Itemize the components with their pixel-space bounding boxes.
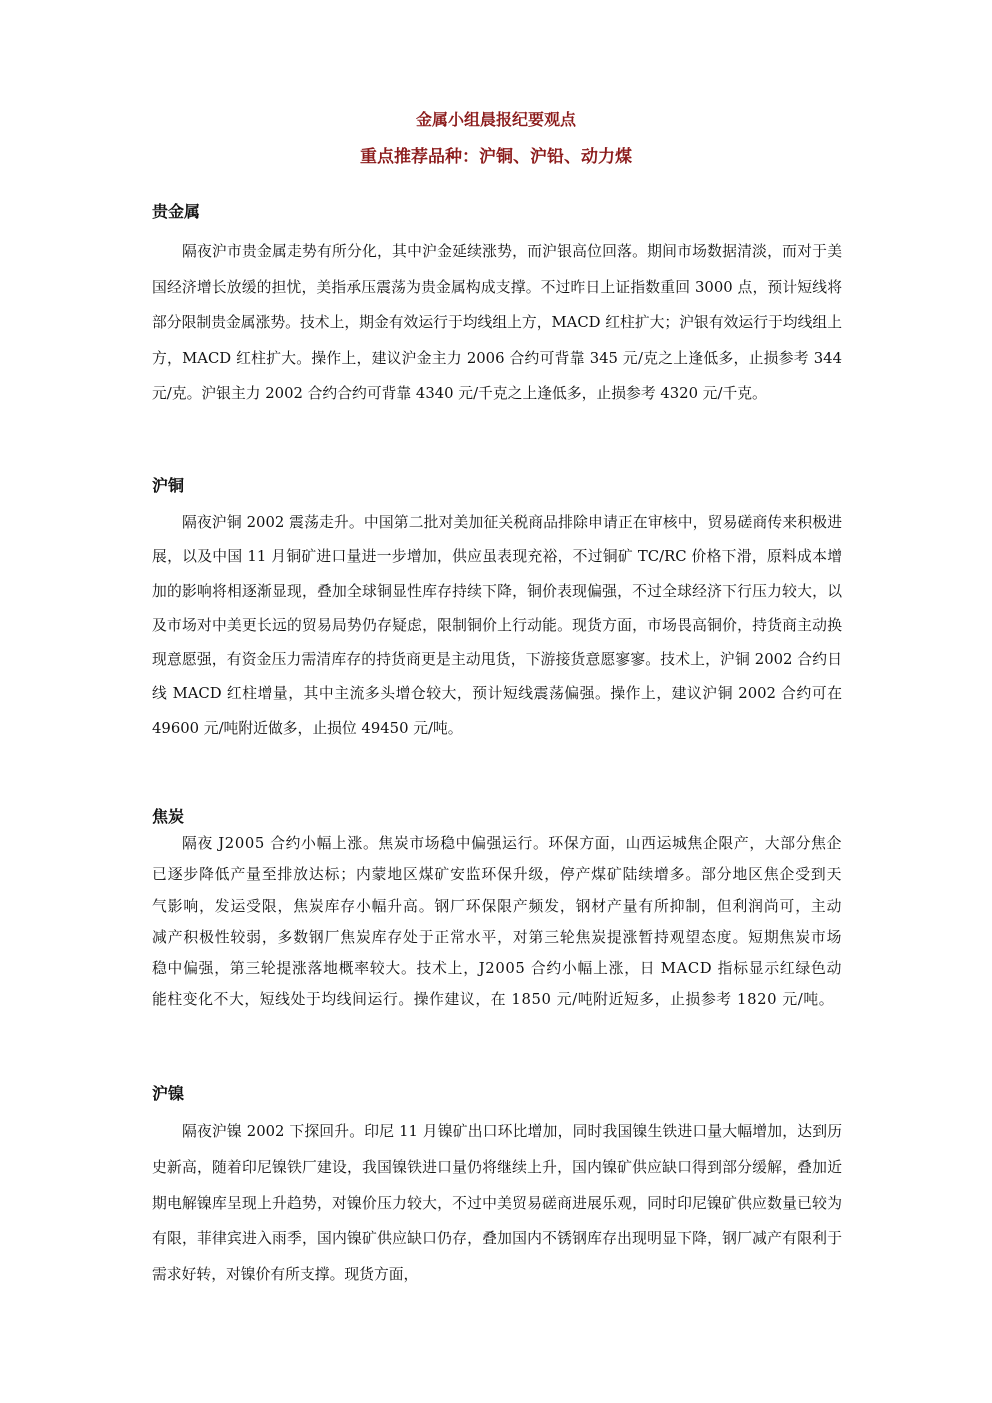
- section-heading-copper: 沪铜: [152, 476, 185, 495]
- section-heading-coke: 焦炭: [152, 807, 185, 826]
- document-title: 金属小组晨报纪要观点: [415, 110, 576, 129]
- section-body-nickel: 隔夜沪镍 2002 下探回升。印尼 11 月镍矿出口环比增加，同时我国镍生铁进口量大幅增加，达到历史新高，随着印尼镍铁厂建设，我国镍铁进口量仍将继续上升，国内镍矿供应缺口得到部分缓解，叠加近期电解镍库呈现上升趋势，对镍价压力较大，不过中美贸易磋商进展乐观，同时印尼镍矿供应数量已较为有限，菲律宾进入雨季，国内镍矿供应缺口仍存，叠加国内不锈钢库存出现明显下降，钢厂减产有限利于需求好转，对镍价有所支撑。现货方面，: [152, 1123, 842, 1284]
- section-body-coke: 隔夜 J2005 合约小幅上涨。焦炭市场稳中偏强运行。环保方面，山西运城焦企限产，大部分焦企已逐步降低产量至排放达标；内蒙地区煤矿安监环保升级，停产煤矿陆续增多。部分地区焦企受到天气影响，发运受限，焦炭库存小幅升高。钢厂环保限产频发，钢材产量有所抑制，但利润尚可，主动减产积极性较弱，多数钢厂焦炭库存处于正常水平，对第三轮焦炭提涨暂持观望态度。短期焦炭市场稳中偏强，第三轮提涨落地概率较大。技术上，J2005 合约小幅上涨，日 MACD 指标显示红绿色动能柱变化不大，短线处于均线间运行。操作建议，在 1850 元/吨附近短多，止损参考 1820 元/吨。: [152, 835, 842, 1009]
- document-subtitle: 重点推荐品种：沪铜、沪铅、动力煤: [360, 147, 632, 167]
- section-heading-precious-metals: 贵金属: [152, 202, 201, 221]
- section-body-copper: 隔夜沪铜 2002 震荡走升。中国第二批对美加征关税商品排除申请正在审核中，贸易磋商传来积极进展，以及中国 11 月铜矿进口量进一步增加，供应虽表现充裕，不过铜矿 TC/RC 价格下滑，原料成本增加的影响将相逐渐显现，叠加全球铜显性库存持续下降，铜价表现偏强，不过全球经济下行压力较大，以及市场对中美更长远的贸易局势仍存疑虑，限制铜价上行动能。现货方面，市场畏高铜价，持货商主动换现意愿强，有资金压力需清库存的持货商更是主动甩货，下游接货意愿寥寥。技术上，沪铜 2002 合约日线 MACD 红柱增量，其中主流多头增仓较大，预计短线震荡偏强。操作上，建议沪铜 2002 合约可在 49600 元/吨附近做多，止损位 49450 元/吨。: [152, 514, 842, 737]
- section-heading-nickel: 沪镍: [152, 1084, 185, 1103]
- section-body-precious-metals: 隔夜沪市贵金属走势有所分化，其中沪金延续涨势，而沪银高位回落。期间市场数据清淡，而对于美国经济增长放缓的担忧，美指承压震荡为贵金属构成支撑。不过昨日上证指数重回 3000 点，预计短线将部分限制贵金属涨势。技术上，期金有效运行于均线组上方，MACD 红柱扩大；沪银有效运行于均线组上方，MACD 红柱扩大。操作上，建议沪金主力 2006 合约可背靠 345 元/克之上逢低多，止损参考 344 元/克。沪银主力 2002 合约合约可背靠 4340 元/千克之上逢低多，止损参考 4320 元/千克。: [152, 243, 842, 403]
